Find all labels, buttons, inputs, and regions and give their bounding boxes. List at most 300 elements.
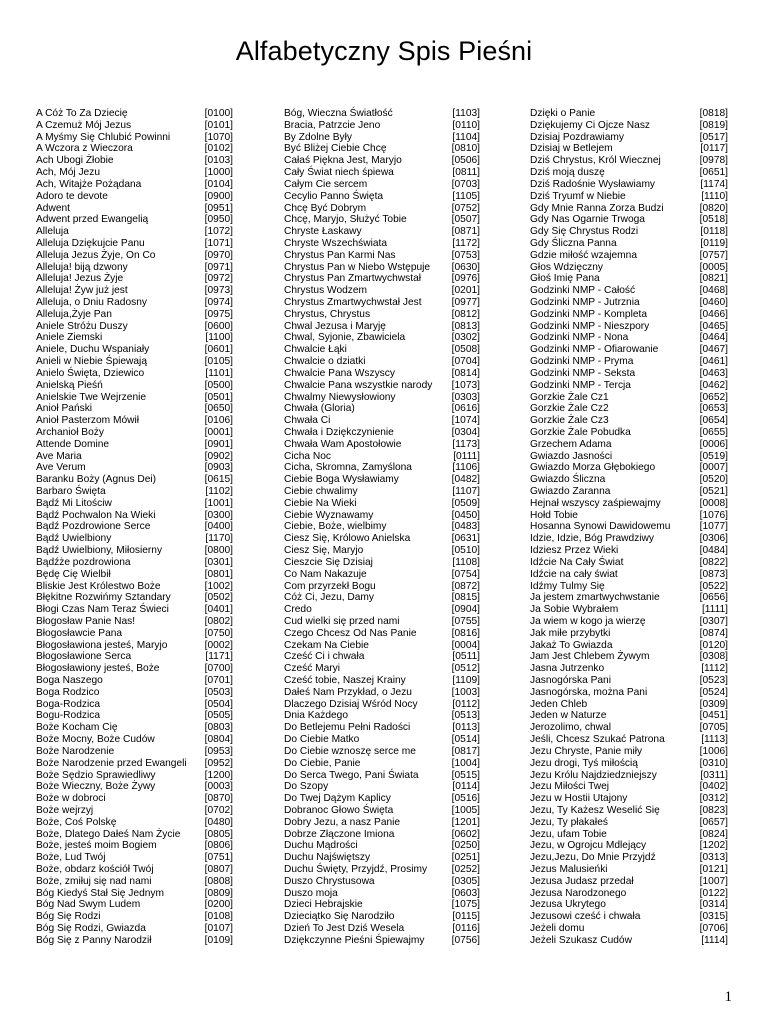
- index-entry: [36, 616, 233, 628]
- song-title: Duchu Najświętszy: [284, 852, 371, 864]
- index-entry: [36, 746, 233, 758]
- song-number: [1100]: [205, 332, 233, 344]
- index-entry: [284, 356, 480, 368]
- song-title: Jeżeli domu: [530, 923, 585, 935]
- song-number: [0306]: [699, 533, 728, 545]
- song-title: Cicha Noc: [284, 450, 331, 462]
- song-title: Gdy Mnie Ranna Zorza Budzi: [530, 202, 664, 214]
- index-entry: [284, 581, 480, 593]
- song-number: [0973]: [204, 285, 233, 297]
- index-entry: [530, 864, 728, 876]
- song-title: Ach, Witajże Pożądana: [36, 178, 142, 190]
- index-entry: [36, 758, 233, 770]
- song-title: Być Bliżej Ciebie Chcę: [284, 143, 387, 155]
- song-number: [0603]: [451, 887, 480, 899]
- song-title: Głoś Imię Pana: [530, 273, 600, 285]
- song-number: [0113]: [452, 722, 480, 734]
- index-entry: [530, 403, 728, 415]
- song-number: [0517]: [699, 131, 728, 143]
- song-number: [0505]: [204, 710, 233, 722]
- song-title: Boże, obdarz kościół Twój: [36, 864, 154, 875]
- song-title: A Myśmy Się Chlubić Powinni: [36, 131, 171, 143]
- song-title: Godzinki NMP - Kompleta: [530, 308, 648, 320]
- song-title: Chwała (Gloria): [284, 403, 355, 415]
- song-number: [0978]: [699, 155, 728, 167]
- song-number: [0872]: [451, 580, 480, 592]
- song-number: [0823]: [699, 804, 728, 816]
- song-number: [0501]: [204, 391, 233, 403]
- index-entry: [284, 332, 480, 344]
- song-title: Bogu-Rodzica: [36, 710, 100, 722]
- index-entry: [530, 592, 728, 604]
- index-entry: [36, 663, 233, 675]
- index-entry: [284, 474, 480, 486]
- song-number: [0105]: [204, 356, 233, 368]
- index-entry: [530, 699, 728, 711]
- song-number: [0512]: [451, 663, 480, 675]
- song-number: [0002]: [204, 639, 233, 651]
- song-title: Chrystus Wodzem: [284, 285, 368, 297]
- song-number: [1075]: [451, 899, 480, 911]
- song-number: [0753]: [451, 249, 480, 261]
- song-title: Bóg Się Rodzi, Gwiazda: [36, 923, 146, 935]
- song-number: [0503]: [204, 686, 233, 698]
- song-number: [0518]: [699, 214, 728, 226]
- song-number: [0953]: [204, 745, 233, 757]
- index-entry: [530, 628, 728, 640]
- song-number: [0871]: [451, 226, 480, 238]
- index-entry: [36, 191, 233, 203]
- song-title: Godzinki NMP - Ofiarowanie: [530, 344, 659, 356]
- index-column-2: [284, 108, 480, 947]
- song-title: Anieli w Niebie Śpiewają: [36, 356, 147, 368]
- song-title: Boże Narodzenie: [36, 745, 115, 757]
- index-entry: [36, 734, 233, 746]
- song-title: Bądź Pochwalon Na Wieki: [36, 509, 156, 521]
- song-title: Godzinki NMP - Tercja: [530, 379, 631, 391]
- song-number: [0483]: [451, 521, 480, 533]
- song-number: [0808]: [204, 875, 233, 887]
- index-entry: [284, 427, 480, 439]
- song-number: [0101]: [204, 119, 233, 131]
- song-title: Bliskie Jest Królestwo Boże: [36, 580, 161, 592]
- song-title: Alleluja! biją dzwony: [36, 261, 128, 273]
- song-number: [0900]: [204, 190, 233, 202]
- song-title: Całym Cie sercem: [284, 178, 368, 190]
- index-entry: [36, 781, 233, 793]
- song-title: Dziś Radośnie Wysławiamy: [530, 178, 656, 190]
- song-number: [1101]: [205, 367, 233, 379]
- song-title: Jasna Jutrzenko: [530, 663, 605, 675]
- index-entry: [284, 817, 480, 829]
- song-number: [0250]: [451, 840, 480, 852]
- song-number: [0122]: [699, 887, 728, 899]
- index-entry: [36, 427, 233, 439]
- song-title: Dziękczynne Pieśni Śpiewajmy: [284, 934, 425, 946]
- song-number: [1006]: [699, 745, 728, 757]
- song-title: Boże, Dlatego Dałeś Nam Życie: [36, 828, 181, 840]
- index-entry: [284, 403, 480, 415]
- song-title: Boże Sędzio Sprawiedliwy: [36, 769, 156, 781]
- song-number: [0971]: [204, 261, 233, 273]
- song-number: [0315]: [699, 911, 728, 923]
- index-entry: [284, 569, 480, 581]
- song-number: [0657]: [699, 816, 728, 828]
- song-number: [1073]: [451, 379, 480, 391]
- song-title: Jezusa Narodzonego: [530, 887, 627, 899]
- song-number: [0757]: [699, 249, 728, 261]
- song-title: Boże, Lud Twój: [36, 852, 106, 864]
- index-entry: [36, 474, 233, 486]
- song-number: [1108]: [452, 556, 480, 568]
- index-entry: [530, 332, 728, 344]
- song-title: Bracia, Patrzcie Jeno: [284, 119, 381, 131]
- song-number: [0502]: [204, 592, 233, 604]
- song-number: [0311]: [700, 769, 728, 781]
- song-title: Godzinki NMP - Pryma: [530, 356, 634, 368]
- index-entry: [530, 214, 728, 226]
- index-entry: [530, 805, 728, 817]
- index-entry: [36, 923, 233, 935]
- song-title: Bądź Uwielbiony, Miłosierny: [36, 545, 163, 557]
- song-title: Gdy Się Chrystus Rodzi: [530, 226, 639, 238]
- song-title: Czego Chcesz Od Nas Panie: [284, 627, 417, 639]
- song-title: Bóg, Wieczna Światłość: [284, 108, 393, 119]
- song-title: Jezu w Hostii Utajony: [530, 793, 628, 805]
- song-number: [0702]: [204, 804, 233, 816]
- song-number: [0975]: [204, 308, 233, 320]
- song-number: [0821]: [699, 273, 728, 285]
- index-entry: [284, 852, 480, 864]
- index-entry: [530, 262, 728, 274]
- song-title: Dzieciątko Się Narodziło: [284, 911, 395, 923]
- song-number: [0818]: [699, 108, 728, 119]
- index-entry: [36, 817, 233, 829]
- index-entry: [36, 521, 233, 533]
- song-number: [0952]: [204, 757, 233, 769]
- song-title: Jasnogórska Pani: [530, 675, 611, 686]
- song-title: Aniele, Duchu Wspaniały: [36, 344, 150, 356]
- song-number: [0109]: [204, 934, 233, 946]
- index-entry: [284, 250, 480, 262]
- song-title: Jasnogórska, można Pani: [530, 686, 648, 698]
- song-number: [0813]: [451, 320, 480, 332]
- index-entry: [36, 451, 233, 463]
- song-number: [0451]: [699, 710, 728, 722]
- song-title: Jezus Malusieńki: [530, 864, 608, 875]
- song-title: Hołd Tobie: [530, 509, 578, 521]
- index-entry: [284, 533, 480, 545]
- song-title: Do Ciebie Matko: [284, 734, 360, 746]
- song-number: [0401]: [204, 604, 233, 616]
- index-entry: [530, 427, 728, 439]
- song-title: Gdy Śliczna Panna: [530, 237, 617, 249]
- song-title: Jezu drogi, Tyś miłością: [530, 757, 638, 769]
- song-number: [0751]: [204, 852, 233, 864]
- song-number: [1114]: [701, 934, 728, 946]
- song-title: Bądź Pozdrowione Serce: [36, 521, 151, 533]
- song-title: Gdy Nas Ogarnie Trwoga: [530, 214, 645, 226]
- song-number: [0118]: [700, 226, 728, 238]
- page-title: Alfabetyczny Spis Pieśni: [235, 36, 533, 66]
- song-title: Błogosławione Serca: [36, 651, 132, 663]
- index-entry: [36, 687, 233, 699]
- index-entry: [530, 521, 728, 533]
- song-title: Chrystus Pan w Niebo Wstępuje: [284, 261, 431, 273]
- song-title: Jeśli, Chcesz Szukać Patrona: [530, 734, 665, 746]
- song-title: Adoro te devote: [36, 190, 108, 202]
- song-number: [1071]: [204, 237, 233, 249]
- song-number: [0873]: [699, 568, 728, 580]
- index-entry: [284, 734, 480, 746]
- index-entry: [36, 273, 233, 285]
- index-entry: [284, 462, 480, 474]
- song-title: Chrystus Zmartwychwstał Jest: [284, 297, 422, 308]
- index-entry: [530, 710, 728, 722]
- index-entry: [36, 793, 233, 805]
- song-number: [0003]: [204, 781, 233, 793]
- song-number: [1070]: [204, 131, 233, 143]
- song-number: [0701]: [204, 675, 233, 686]
- song-number: [0602]: [451, 828, 480, 840]
- song-number: [0006]: [699, 438, 728, 450]
- index-entry: [36, 569, 233, 581]
- index-entry: [36, 829, 233, 841]
- song-number: [0817]: [451, 745, 480, 757]
- index-entry: [36, 332, 233, 344]
- song-number: [0706]: [699, 923, 728, 935]
- index-entry: [36, 876, 233, 888]
- song-title: Bóg Się z Panny Narodził: [36, 934, 152, 946]
- song-title: Głos Wdzięczny: [530, 261, 604, 273]
- song-number: [0870]: [204, 793, 233, 805]
- index-entry: [36, 557, 233, 569]
- song-number: [0820]: [699, 202, 728, 214]
- index-entry: [530, 616, 728, 628]
- song-number: [0400]: [204, 521, 233, 533]
- index-entry: [530, 687, 728, 699]
- index-column-1: [36, 108, 233, 947]
- song-number: [1077]: [699, 521, 728, 533]
- song-title: Chcę, Maryjo, Służyć Tobie: [284, 214, 407, 226]
- song-number: [0950]: [204, 214, 233, 226]
- song-number: [1173]: [452, 438, 480, 450]
- song-title: Ciesz Się, Królowo Anielska: [284, 533, 411, 545]
- song-number: [1074]: [451, 415, 480, 427]
- song-number: [0524]: [699, 686, 728, 698]
- song-number: [0811]: [452, 167, 480, 179]
- index-entry: [530, 722, 728, 734]
- song-title: Jezusa Judasz przedał: [530, 875, 634, 887]
- index-entry: [36, 510, 233, 522]
- song-number: [1202]: [699, 840, 728, 852]
- song-title: Jezu, w Ogrojcu Mdlejący: [530, 840, 647, 852]
- song-title: Dzieci Hebrajskie: [284, 899, 363, 911]
- index-entry: [36, 143, 233, 155]
- index-entry: [36, 640, 233, 652]
- song-number: [0656]: [699, 592, 728, 604]
- index-entry: [530, 297, 728, 309]
- song-number: [0117]: [700, 143, 728, 155]
- song-title: Baranku Boży (Agnus Dei): [36, 474, 157, 486]
- song-title: Alleluja Jezus Żyje, On Co: [36, 249, 156, 261]
- index-entry: [530, 167, 728, 179]
- song-number: [1171]: [205, 651, 233, 663]
- song-number: [1103]: [452, 108, 480, 119]
- song-number: [0309]: [699, 698, 728, 710]
- song-title: Gorzkie Żale Cz3: [530, 415, 609, 427]
- index-entry: [530, 569, 728, 581]
- song-number: [0819]: [699, 119, 728, 131]
- song-number: [0312]: [699, 793, 728, 805]
- index-entry: [284, 746, 480, 758]
- index-entry: [284, 923, 480, 935]
- song-title: Błękitne Rozwińmy Sztandary: [36, 592, 171, 604]
- index-entry: [284, 297, 480, 309]
- song-title: Chwal, Syjonie, Zbawiciela: [284, 332, 406, 344]
- index-entry: [530, 651, 728, 663]
- song-title: Chwalmy Niewysłowiony: [284, 391, 396, 403]
- song-number: [0755]: [451, 615, 480, 627]
- song-number: [0001]: [204, 426, 233, 438]
- index-entry: [284, 770, 480, 782]
- index-entry: [530, 746, 728, 758]
- index-entry: [284, 226, 480, 238]
- song-number: [0750]: [204, 627, 233, 639]
- song-title: Gwiazdo Śliczna: [530, 474, 606, 486]
- song-number: [0700]: [204, 663, 233, 675]
- song-title: Boga Rodzico: [36, 686, 100, 698]
- song-title: Duchu Święty, Przyjdź, Prosimy: [284, 864, 428, 875]
- song-number: [0814]: [451, 367, 480, 379]
- song-title: Idźcie Na Cały Świat: [530, 556, 624, 568]
- song-title: Dzisiaj w Betlejem: [530, 143, 613, 155]
- song-number: [0102]: [204, 143, 233, 155]
- song-number: [0468]: [699, 285, 728, 297]
- song-title: Godzinki NMP - Całość: [530, 285, 636, 297]
- song-title: Idziesz Przez Wieki: [530, 545, 619, 557]
- song-title: Ach Ubogi Żłobie: [36, 155, 114, 167]
- index-entry: [284, 592, 480, 604]
- index-entry: [284, 793, 480, 805]
- song-number: [0004]: [451, 639, 480, 651]
- index-entry: [530, 876, 728, 888]
- song-number: [0951]: [204, 202, 233, 214]
- index-entry: [530, 226, 728, 238]
- song-number: [1003]: [451, 686, 480, 698]
- index-entry: [284, 439, 480, 451]
- song-title: Chryste Łaskawy: [284, 226, 362, 238]
- song-title: Cecylio Panno Święta: [284, 190, 384, 202]
- index-entry: [530, 451, 728, 463]
- song-number: [0007]: [699, 462, 728, 474]
- song-title: Bóg Się Rodzi: [36, 911, 101, 923]
- index-entry: [284, 651, 480, 663]
- song-title: Bądź Uwielbiony: [36, 533, 112, 545]
- song-number: [0521]: [699, 486, 728, 497]
- index-entry: [530, 510, 728, 522]
- song-number: [0510]: [451, 545, 480, 557]
- song-title: Chrystus Pan Karmi Nas: [284, 249, 396, 261]
- song-number: [0516]: [451, 793, 480, 805]
- song-title: Jak miłe przybytki: [530, 627, 611, 639]
- song-title: Boże Kocham Cię: [36, 722, 118, 734]
- song-number: [0464]: [699, 332, 728, 344]
- song-title: Duchu Mądrości: [284, 840, 358, 852]
- song-title: Bądźże pozdrowiona: [36, 556, 131, 568]
- index-entry: [36, 675, 233, 687]
- song-title: Adwent: [36, 202, 70, 214]
- song-title: Ja jestem zmartwychwstanie: [530, 592, 660, 604]
- index-entry: [284, 108, 480, 120]
- song-number: [0462]: [699, 379, 728, 391]
- index-entry: [284, 521, 480, 533]
- song-title: Ave Maria: [36, 450, 82, 462]
- song-number: [0303]: [451, 391, 480, 403]
- song-number: [0465]: [699, 320, 728, 332]
- song-title: Cicha, Skromna, Zamyślona: [284, 462, 412, 474]
- page-number: 1: [724, 989, 732, 1005]
- song-title: Całaś Piękna Jest, Maryjo: [284, 155, 402, 167]
- index-entry: [284, 214, 480, 226]
- song-number: [1004]: [451, 757, 480, 769]
- song-title: Cud wielki się przed nami: [284, 615, 400, 627]
- song-number: [0463]: [699, 367, 728, 379]
- song-number: [0804]: [204, 734, 233, 746]
- song-number: [0200]: [204, 899, 233, 911]
- index-entry: [284, 675, 480, 687]
- song-title: Bądź Mi Litościw: [36, 497, 112, 509]
- song-title: Jezusa Ukrytego: [530, 899, 606, 911]
- song-title: Attende Domine: [36, 438, 110, 450]
- index-entry: [36, 321, 233, 333]
- song-number: [1201]: [451, 816, 480, 828]
- index-entry: [284, 132, 480, 144]
- index-entry: [284, 545, 480, 557]
- song-title: Anielskie Twe Wejrzenie: [36, 391, 147, 403]
- song-title: Co Nam Nakazuje: [284, 568, 367, 580]
- song-title: Bóg Kiedyś Stał Się Jednym: [36, 887, 164, 899]
- index-entry: [530, 120, 728, 132]
- index-entry: [36, 380, 233, 392]
- song-title: By Zdolne Były: [284, 131, 352, 143]
- index-entry: [284, 486, 480, 498]
- song-number: [0807]: [204, 864, 233, 875]
- song-title: Ach, Mój Jezu: [36, 167, 100, 179]
- song-number: [0703]: [451, 178, 480, 190]
- song-number: [0466]: [699, 308, 728, 320]
- index-entry: [36, 604, 233, 616]
- song-number: [1107]: [452, 486, 480, 497]
- index-entry: [530, 439, 728, 451]
- song-title: Anioł Pasterzom Mówił: [36, 415, 140, 427]
- song-title: Ciebie, Boże, wielbimy: [284, 521, 387, 533]
- song-title: Boże, Coś Polskę: [36, 816, 117, 828]
- index-entry: [284, 604, 480, 616]
- index-entry: [36, 852, 233, 864]
- song-title: Chwal Jezusa i Maryję: [284, 320, 386, 332]
- index-entry: [36, 226, 233, 238]
- index-entry: [284, 191, 480, 203]
- song-title: Jezusowi cześć i chwała: [530, 911, 641, 923]
- index-entry: [36, 545, 233, 557]
- song-number: [0116]: [452, 923, 480, 935]
- index-entry: [530, 462, 728, 474]
- song-number: [1172]: [452, 237, 480, 249]
- song-title: Błogosławcie Pana: [36, 627, 123, 639]
- song-number: [0305]: [451, 875, 480, 887]
- song-title: Jam Jest Chlebem Żywym: [530, 651, 650, 663]
